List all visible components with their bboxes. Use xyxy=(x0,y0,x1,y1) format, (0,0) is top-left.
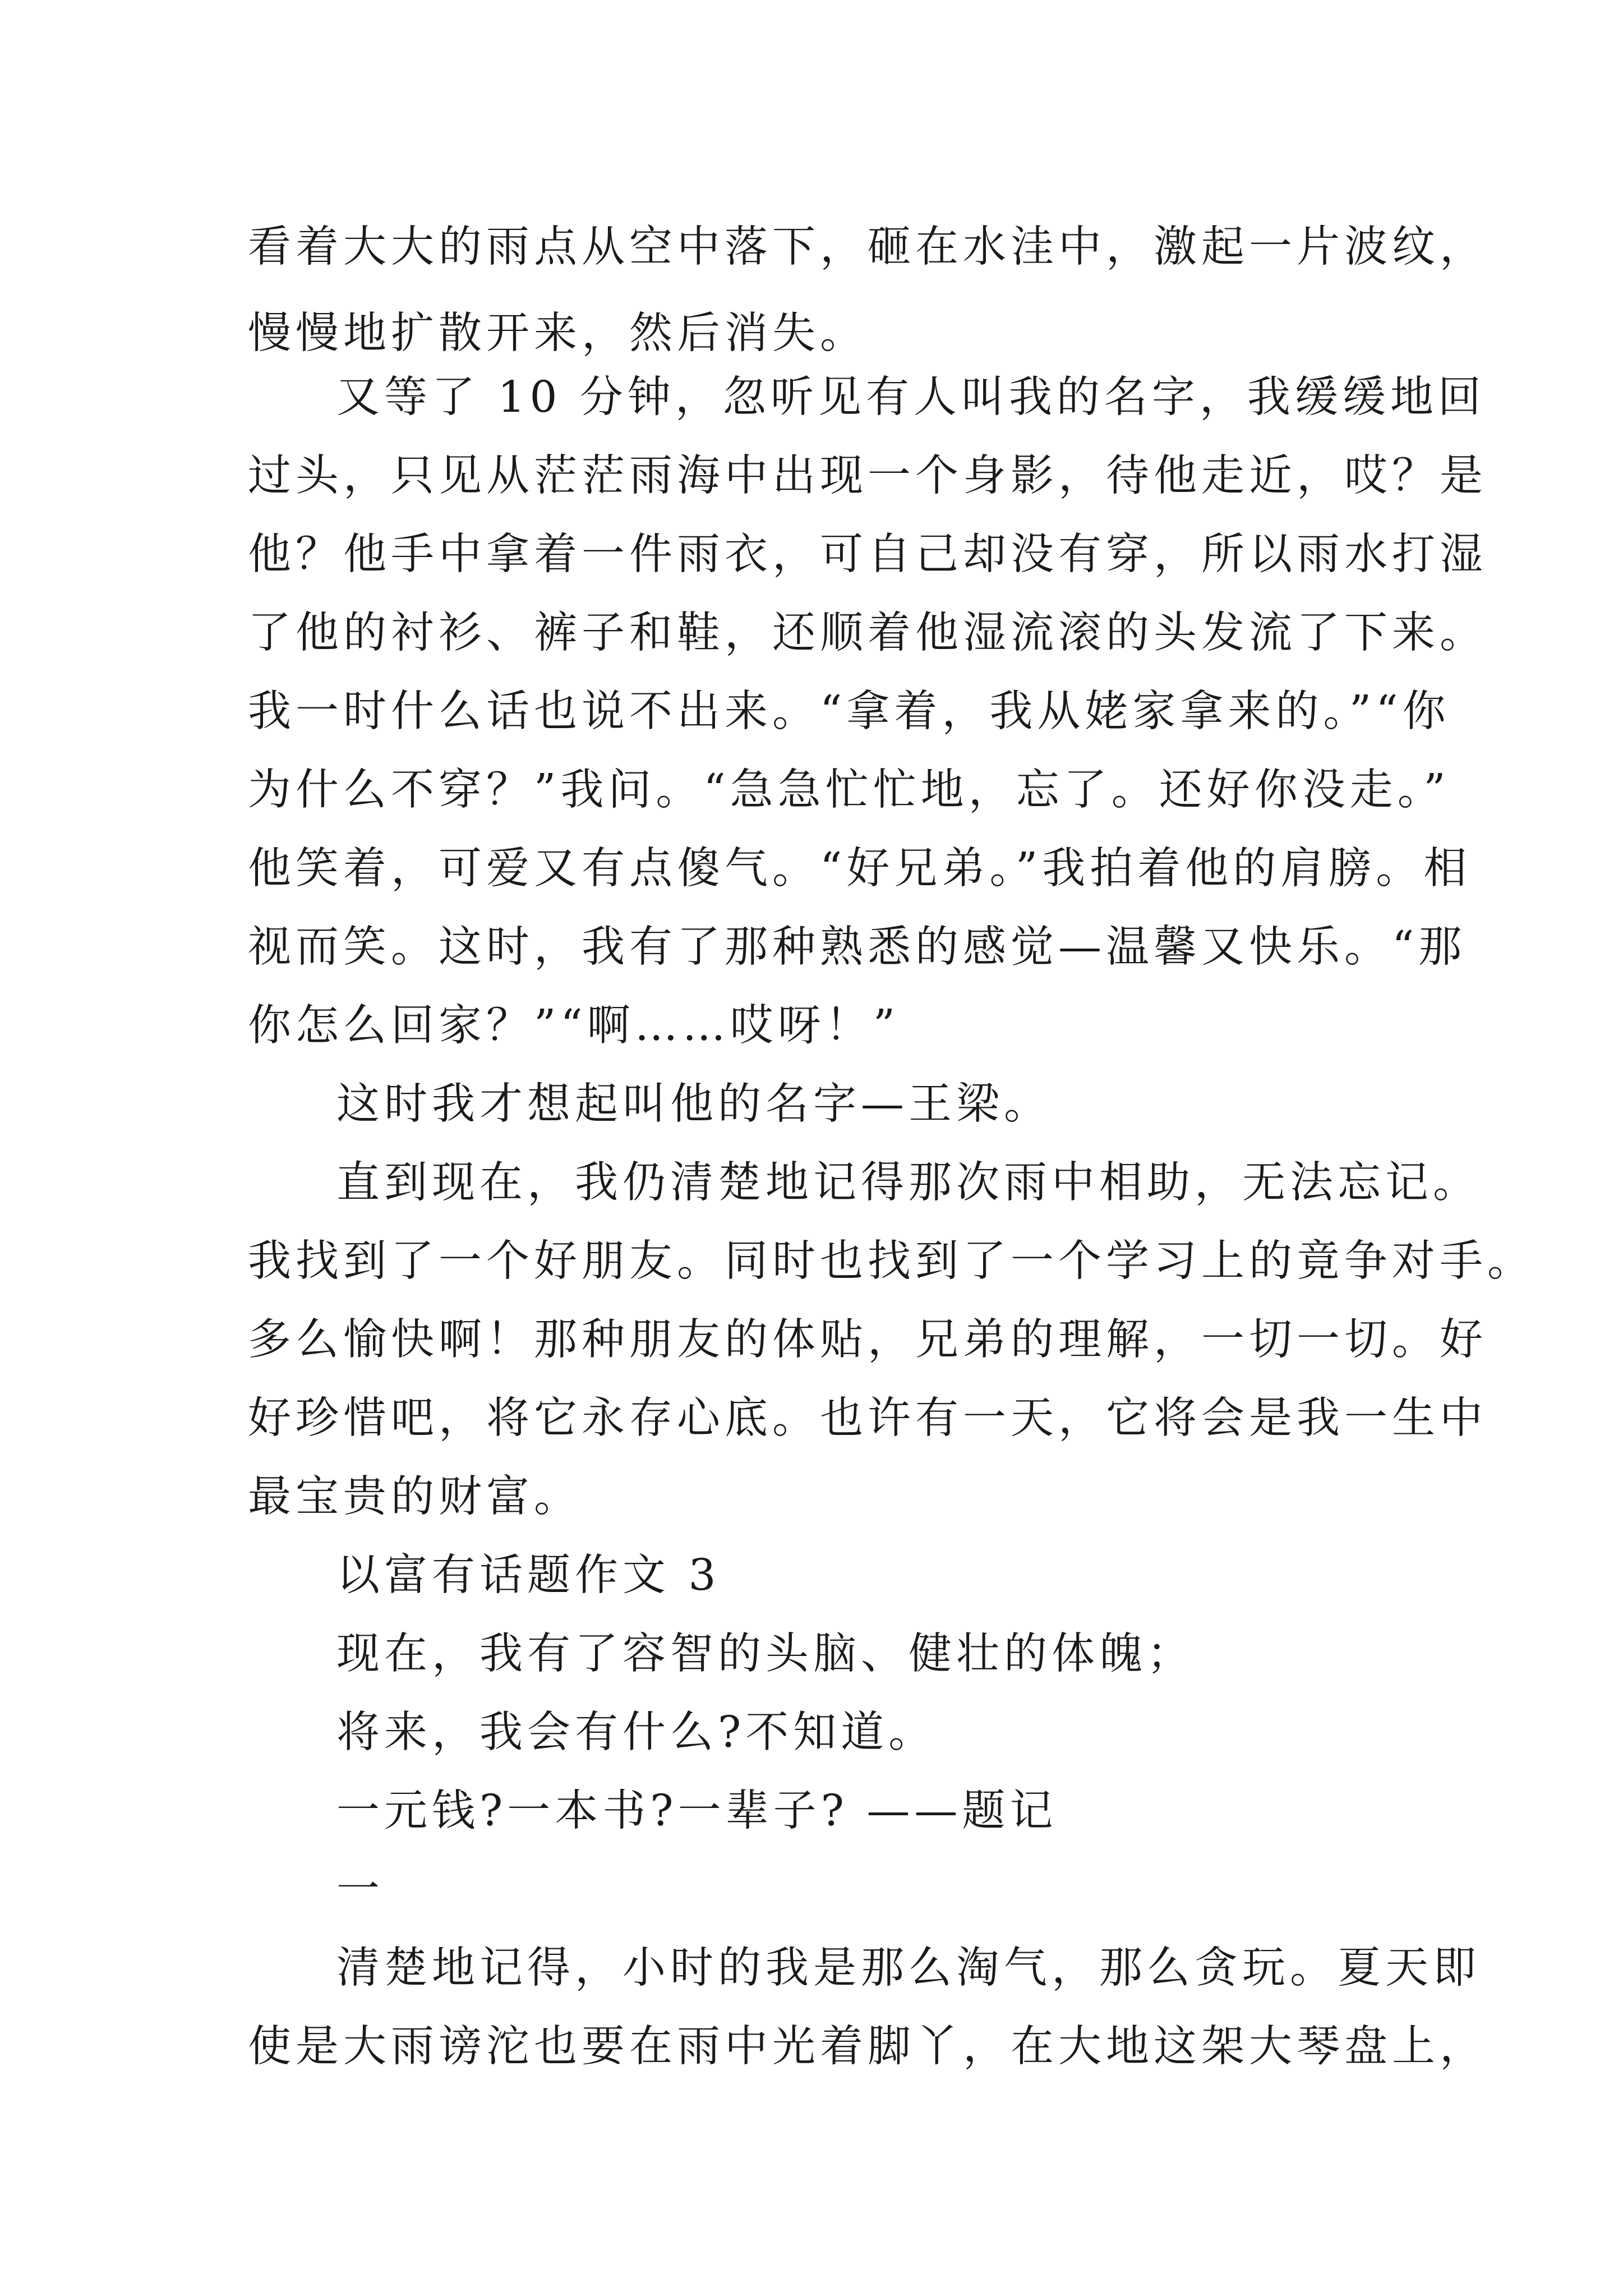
text-line: 他笑着，可爱又有点傻气。“好兄弟。”我拍着他的肩膀。相 xyxy=(248,844,1472,894)
text-line: 这时我才想起叫他的名字—王梁。 xyxy=(336,1079,1052,1129)
text-line: 他？他手中拿着一件雨衣，可自己却没有穿，所以雨水打湿 xyxy=(248,530,1487,579)
text-line: 好珍惜吧，将它永存心底。也许有一天，它将会是我一生中 xyxy=(248,1393,1487,1443)
text-line: 使是大雨谤沱也要在雨中光着脚丫，在大地这架大琴盘上， xyxy=(248,2022,1487,2072)
text-line: 清楚地记得，小时的我是那么淘气，那么贪玩。夏天即 xyxy=(336,1943,1481,1993)
text-line: 将来，我会有什么?不知道。 xyxy=(336,1708,937,1757)
text-line: 看着大大的雨点从空中落下，砸在水洼中，激起一片波纹， xyxy=(248,222,1487,272)
text-line: 多么愉快啊！那种朋友的体贴，兄弟的理解，一切一切。好 xyxy=(248,1315,1487,1365)
section-number: 一 xyxy=(336,1865,384,1915)
text-line: 过头，只见从茫茫雨海中出现一个身影，待他走近，哎？是 xyxy=(248,451,1487,501)
text-line: 我一时什么话也说不出来。“拿着，我从姥家拿来的。”“你 xyxy=(248,687,1450,737)
text-line: 最宝贵的财富。 xyxy=(248,1472,582,1522)
text-line: 为什么不穿？”我问。“急急忙忙地，忘了。还好你没走。” xyxy=(248,765,1450,815)
text-line: 视而笑。这时，我有了那种熟悉的感觉—温馨又快乐。“那 xyxy=(248,922,1467,972)
text-line: 了他的衬衫、裤子和鞋，还顺着他湿流滚的头发流了下来。 xyxy=(248,608,1487,658)
section-heading: 以富有话题作文 3 xyxy=(336,1550,721,1600)
text-line: 一元钱?一本书?一辈子? ——题记 xyxy=(336,1786,1058,1836)
text-line: 我找到了一个好朋友。同时也找到了一个学习上的竟争对手。 xyxy=(248,1236,1535,1286)
text-line: 现在，我有了容智的头脑、健壮的体魄； xyxy=(336,1629,1195,1679)
text-line: 又等了 10 分钟，忽听见有人叫我的名字，我缓缓地回 xyxy=(336,372,1486,422)
text-line: 慢慢地扩散开来，然后消失。 xyxy=(248,309,868,358)
text-line: 你怎么回家？”“啊……哎呀！” xyxy=(248,1001,900,1051)
text-line: 直到现在，我仍清楚地记得那次雨中相助，无法忘记。 xyxy=(336,1158,1481,1208)
